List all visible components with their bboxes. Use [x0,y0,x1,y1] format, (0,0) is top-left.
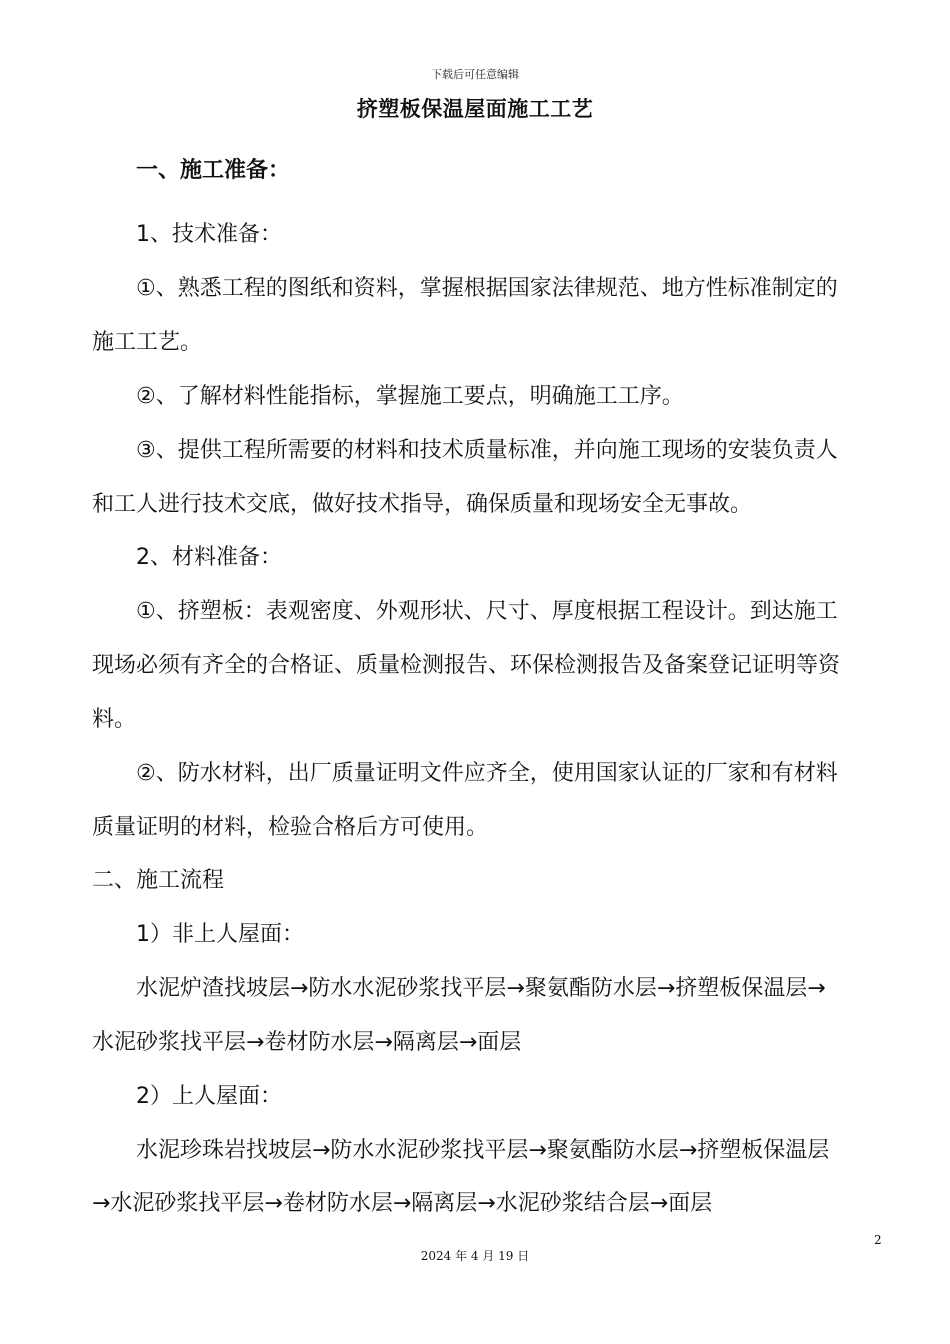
page-number: 2 [874,1233,882,1247]
subheading-technical-preparation: 1、技术准备： [136,222,282,247]
document-title: 挤塑板保温屋面施工工艺 [356,97,594,121]
header-note: 下载后可任意编辑 [431,68,519,81]
process-flow-line: 水泥炉渣找坡层→防水水泥砂浆找平层→聚氨酯防水层→挤塑板保温层→ [136,976,826,1001]
subheading-material-preparation: 2、材料准备： [136,545,282,570]
process-flow-line: 水泥珍珠岩找坡层→防水水泥砂浆找平层→聚氨酯防水层→挤塑板保温层 [136,1138,830,1163]
footer-date: 2024 年 4 月 19 日 [420,1249,530,1263]
subheading-accessible-roof: 2）上人屋面： [136,1084,282,1109]
paragraph-line: ③、提供工程所需要的材料和技术质量标准，并向施工现场的安装负责人 [136,438,838,463]
paragraph-line: ②、了解材料性能指标，掌握施工要点，明确施工工序。 [136,384,684,409]
paragraph-line: 现场必须有齐全的合格证、质量检测报告、环保检测报告及备案登记证明等资 [92,653,841,678]
paragraph-line: 和工人进行技术交底，做好技术指导，确保质量和现场安全无事故。 [92,492,753,517]
paragraph-line: 料。 [92,707,137,732]
paragraph-line: 质量证明的材料，检验合格后方可使用。 [92,815,489,840]
section-heading-preparation: 一、施工准备： [136,158,291,183]
subheading-non-accessible-roof: 1）非上人屋面： [136,922,304,947]
paragraph-line: ①、熟悉工程的图纸和资料，掌握根据国家法律规范、地方性标准制定的 [136,276,838,301]
paragraph-line: 施工工艺。 [92,330,203,355]
paragraph-line: ②、防水材料，出厂质量证明文件应齐全，使用国家认证的厂家和有材料 [136,761,838,786]
process-flow-line: 水泥砂浆找平层→卷材防水层→隔离层→面层 [92,1030,522,1055]
process-flow-line: →水泥砂浆找平层→卷材防水层→隔离层→水泥砂浆结合层→面层 [92,1191,713,1216]
section-heading-process: 二、施工流程 [92,868,225,893]
paragraph-line: ①、挤塑板：表观密度、外观形状、尺寸、厚度根据工程设计。到达施工 [136,599,838,624]
